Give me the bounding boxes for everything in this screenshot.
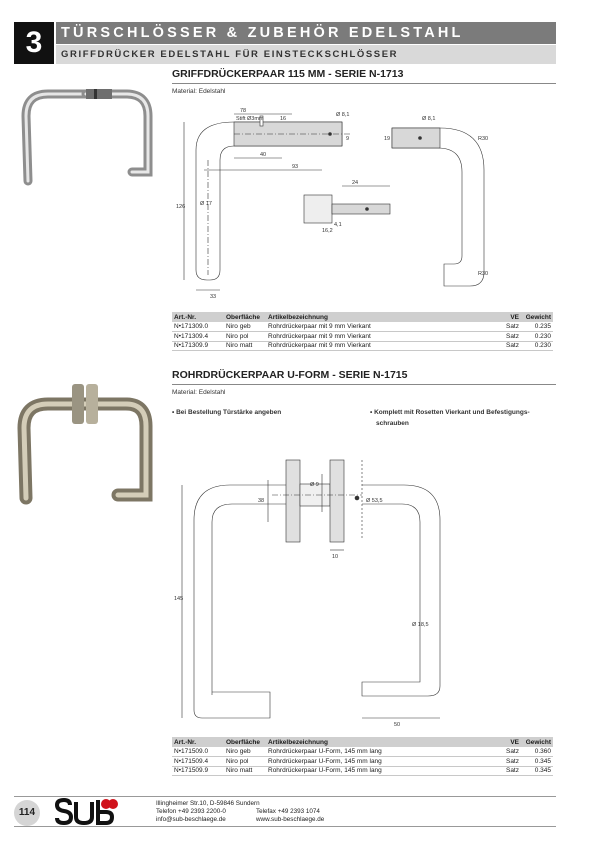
web-link[interactable]: www.sub-beschlaege.de xyxy=(256,816,325,823)
dim-9: Ø 9 xyxy=(310,482,319,488)
dim-18-5: Ø 18,5 xyxy=(412,622,429,628)
section-divider xyxy=(172,384,556,385)
article-number: N•171309.9 xyxy=(172,341,224,351)
column-header: Art.-Nr. xyxy=(172,737,224,747)
dim-9: 9 xyxy=(346,136,350,142)
column-header: VE xyxy=(501,737,521,747)
column-header: VE xyxy=(501,312,521,322)
article-number: N•171309.0 xyxy=(172,322,224,332)
dim-19: 19 xyxy=(384,136,391,142)
unit: Satz xyxy=(501,322,521,332)
dim-126: 126 xyxy=(176,204,186,210)
material-label: Material: Edelstahl xyxy=(172,389,226,396)
note-door-thickness: • Bei Bestellung Türstärke angeben xyxy=(172,409,282,416)
footer-divider xyxy=(14,796,556,797)
material-label: Material: Edelstahl xyxy=(172,88,226,95)
description: Rohrdrückerpaar U-Form, 145 mm lang xyxy=(266,766,501,776)
spec-table-n1715 xyxy=(172,737,553,776)
description: Rohrdrückerpaar mit 9 mm Vierkant xyxy=(266,322,501,332)
table-row xyxy=(172,747,553,757)
weight: 0.230 xyxy=(521,332,553,342)
weight: 0.345 xyxy=(521,757,553,767)
technical-drawing-n1715 xyxy=(172,450,556,737)
handle-photo-n1713 xyxy=(16,86,156,191)
dim-93: 93 xyxy=(292,164,299,170)
description: Rohrdrückerpaar U-Form, 145 mm lang xyxy=(266,747,501,757)
table-header-row xyxy=(172,737,553,747)
dim-8-1b: Ø 8,1 xyxy=(422,116,436,122)
dim-33: 33 xyxy=(210,294,217,300)
fax-line: Telefax +49 2393 1074 xyxy=(256,808,320,815)
column-header: Oberfläche xyxy=(224,312,266,322)
handle-photo-n1715 xyxy=(14,380,154,520)
surface: Niro matt xyxy=(224,341,266,351)
dim-r30: R30 xyxy=(478,136,489,142)
dim-16: 16 xyxy=(280,116,287,122)
column-header: Artikelbezeichnung xyxy=(266,737,501,747)
unit: Satz xyxy=(501,757,521,767)
table-row xyxy=(172,757,553,767)
page-header-subtitle: GRIFFDRÜCKER EDELSTAHL FÜR EINSTECKSCHLÖSSER xyxy=(56,45,556,64)
phone-line: Telefon +49 2393 2200-0 xyxy=(156,808,226,815)
surface: Niro pol xyxy=(224,757,266,767)
section-title-n1713: GRIFFDRÜCKERPAAR 115 MM - SERIE N-1713 xyxy=(172,68,404,80)
weight: 0.360 xyxy=(521,747,553,757)
page-header-title: TÜRSCHLÖSSER & ZUBEHÖR EDELSTAHL xyxy=(56,22,556,44)
table-row xyxy=(172,341,553,351)
dim-50: 50 xyxy=(394,722,401,728)
table-row xyxy=(172,766,553,776)
page-number: 114 xyxy=(14,800,40,826)
weight: 0.345 xyxy=(521,766,553,776)
table-row xyxy=(172,332,553,342)
section-title-n1715: ROHRDRÜCKERPAAR U-FORM - SERIE N-1715 xyxy=(172,369,408,381)
article-number: N•171509.0 xyxy=(172,747,224,757)
dim-145: 145 xyxy=(174,596,184,602)
unit: Satz xyxy=(501,341,521,351)
email-link[interactable]: info@sub-beschlaege.de xyxy=(156,816,226,823)
dim-78: 78 xyxy=(240,108,247,114)
weight: 0.230 xyxy=(521,341,553,351)
address-line: Illingheimer Str.10, D-59846 Sundern xyxy=(156,800,260,807)
column-header: Artikelbezeichnung xyxy=(266,312,501,322)
column-header: Gewicht xyxy=(521,737,553,747)
table-header-row xyxy=(172,312,553,322)
surface: Niro pol xyxy=(224,332,266,342)
surface: Niro geb xyxy=(224,322,266,332)
unit: Satz xyxy=(501,766,521,776)
weight: 0.235 xyxy=(521,322,553,332)
note-complete-line2: schrauben xyxy=(376,420,409,427)
table-row xyxy=(172,322,553,332)
note-complete-line1: • Komplett mit Rosetten Vierkant und Befestigungs- xyxy=(370,409,530,416)
dim-10: 10 xyxy=(332,554,339,560)
company-contact xyxy=(256,808,324,824)
dim-53-5: Ø 53,5 xyxy=(366,498,383,504)
article-number: N•171509.9 xyxy=(172,766,224,776)
article-number: N•171509.4 xyxy=(172,757,224,767)
dim-pin: Stift Ø3mm xyxy=(236,116,264,122)
dim-24: 24 xyxy=(352,180,359,186)
dim-17: Ø 17 xyxy=(200,201,212,207)
unit: Satz xyxy=(501,747,521,757)
section-divider xyxy=(172,83,556,84)
surface: Niro geb xyxy=(224,747,266,757)
dim-16-2: 16,2 xyxy=(322,228,333,234)
unit: Satz xyxy=(501,332,521,342)
chapter-number: 3 xyxy=(14,22,54,64)
dim-38: 38 xyxy=(258,498,265,504)
description: Rohrdrückerpaar mit 9 mm Vierkant xyxy=(266,341,501,351)
surface: Niro matt xyxy=(224,766,266,776)
description: Rohrdrückerpaar mit 9 mm Vierkant xyxy=(266,332,501,342)
footer-bottom-divider xyxy=(14,826,556,827)
technical-drawing-n1713 xyxy=(172,100,556,315)
column-header: Gewicht xyxy=(521,312,553,322)
column-header: Art.-Nr. xyxy=(172,312,224,322)
dim-r30b: R30 xyxy=(478,271,489,277)
company-address xyxy=(156,800,260,824)
dim-40: 40 xyxy=(260,152,267,158)
description: Rohrdrückerpaar U-Form, 145 mm lang xyxy=(266,757,501,767)
spec-table-n1713 xyxy=(172,312,553,351)
column-header: Oberfläche xyxy=(224,737,266,747)
dim-8-1: Ø 8,1 xyxy=(336,112,350,118)
article-number: N•171309.4 xyxy=(172,332,224,342)
dim-4-1: 4,1 xyxy=(334,222,342,228)
